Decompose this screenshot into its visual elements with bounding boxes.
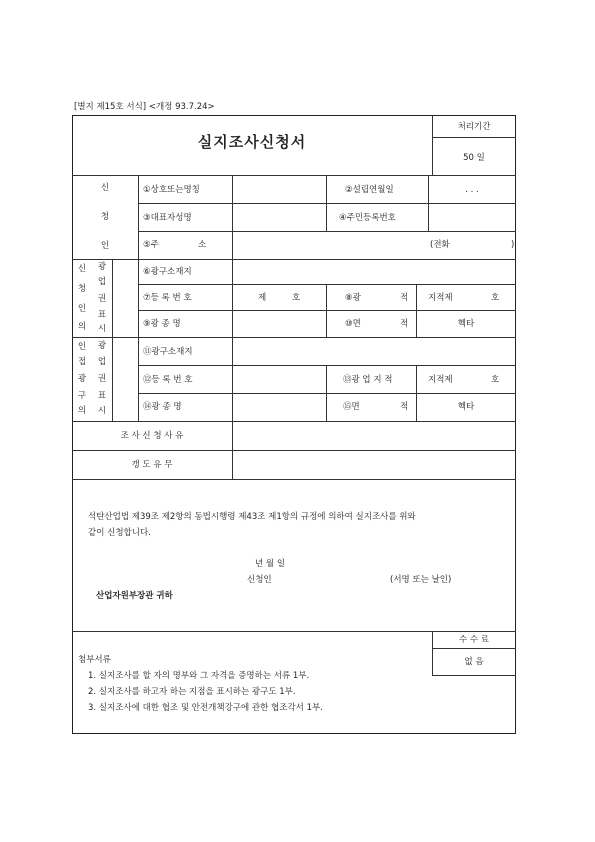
statement-date: 년 월 일 (255, 559, 286, 569)
side-char: 업 (97, 357, 107, 367)
mineral-value-a-2: 지적제 (428, 375, 453, 385)
phone-open: (전화 (430, 240, 450, 250)
side-char: 신 (77, 264, 87, 274)
side-char: 광 (77, 374, 87, 384)
side-char: 접 (77, 357, 87, 367)
side-char: 의 (77, 322, 87, 332)
statement-applicant: 신청인 (247, 575, 272, 585)
mineral-label-2: ⑬광 업 지 적 (343, 375, 393, 385)
area-label: ⑩면 (345, 319, 361, 329)
side-char: 청 (100, 212, 110, 222)
side-char: 권 (97, 374, 107, 384)
side-char: 표 (97, 391, 107, 401)
mineral-value-a: 지적제 (428, 293, 453, 303)
side-char: 시 (97, 406, 107, 416)
name-label: ①상호또는명칭 (143, 185, 200, 195)
rep-label: ③대표자성명 (143, 213, 192, 223)
side-char: 의 (77, 406, 87, 416)
regno-b: 호 (292, 293, 301, 303)
birth-label: ②설립연월일 (345, 185, 394, 195)
side-char: 권 (97, 294, 107, 304)
mineral-value-b: 호 (491, 293, 500, 303)
type-label-2: ⑭광 종 명 (143, 402, 182, 412)
regno-a: 제 (258, 293, 267, 303)
fee-label: 수 수 료 (458, 635, 490, 645)
location-label: ⑥광구소재지 (143, 267, 192, 277)
side-char: 청 (77, 284, 87, 294)
form-header: [별지 제15호 서식] <개정 93.7.24> (74, 102, 215, 112)
regno-label: ⑦등 록 번 호 (143, 293, 192, 303)
attachment-item: 1. 실지조사를 할 자의 명부와 그 자격을 증명하는 서류 1부. (88, 671, 310, 681)
side-char: 광 (97, 262, 107, 272)
side-char: 인 (100, 241, 110, 251)
reason-label: 조 사 신 청 사 유 (120, 431, 184, 441)
fee-value: 없 음 (464, 657, 484, 667)
mineral-value-b-2: 호 (491, 375, 500, 385)
recipient: 산업자원부장관 귀하 (96, 591, 173, 601)
idno-label: ④주민등록번호 (339, 213, 396, 223)
processing-label: 처리기간 (457, 122, 491, 132)
area-label-b: 적 (400, 319, 409, 329)
area-value: 헥타 (457, 319, 475, 329)
area-value-2: 헥타 (457, 402, 475, 412)
statement-sign: (서명 또는 날인) (390, 575, 452, 585)
form-title: 실지조사신청서 (197, 133, 307, 151)
side-char: 신 (100, 183, 110, 193)
side-char: 표 (97, 310, 107, 320)
statement-line2: 같이 신청합니다. (88, 528, 151, 538)
tunnel-label: 갱 도 유 무 (131, 460, 173, 470)
side-char: 인 (77, 304, 87, 314)
regno-label-2: ⑫등 록 번 호 (143, 375, 193, 385)
attachments-title: 첨부서류 (78, 655, 111, 665)
phone-close: ) (511, 240, 515, 250)
attachment-item: 2. 실지조사를 하고자 하는 지점을 표시하는 광구도 1부. (88, 687, 296, 697)
attachment-item: 3. 실지조사에 대한 협조 및 안전개책강구에 관한 협조각서 1부. (88, 703, 323, 713)
mineral-label-b: 적 (400, 293, 409, 303)
statement-line1: 석탄산업법 제39조 제2항의 동법시행령 제43조 제1항의 규정에 의하여 실지조사를 위와 (88, 512, 416, 522)
processing-value: 50 일 (463, 153, 485, 163)
addr-label-b: 소 (198, 240, 207, 250)
type-label: ⑨광 종 명 (143, 319, 181, 329)
area-label-b-2: 적 (400, 402, 409, 412)
birth-value: . . . (465, 185, 479, 195)
side-char: 업 (97, 277, 107, 287)
side-char: 시 (97, 324, 107, 334)
mineral-label: ⑧광 (345, 293, 361, 303)
location-label-2: ⑪광구소재지 (143, 347, 193, 357)
area-label-2: ⑮면 (343, 402, 360, 412)
side-char: 광 (97, 341, 107, 351)
side-char: 인 (77, 342, 87, 352)
side-char: 구 (77, 391, 87, 401)
addr-label: ⑤주 (143, 240, 159, 250)
